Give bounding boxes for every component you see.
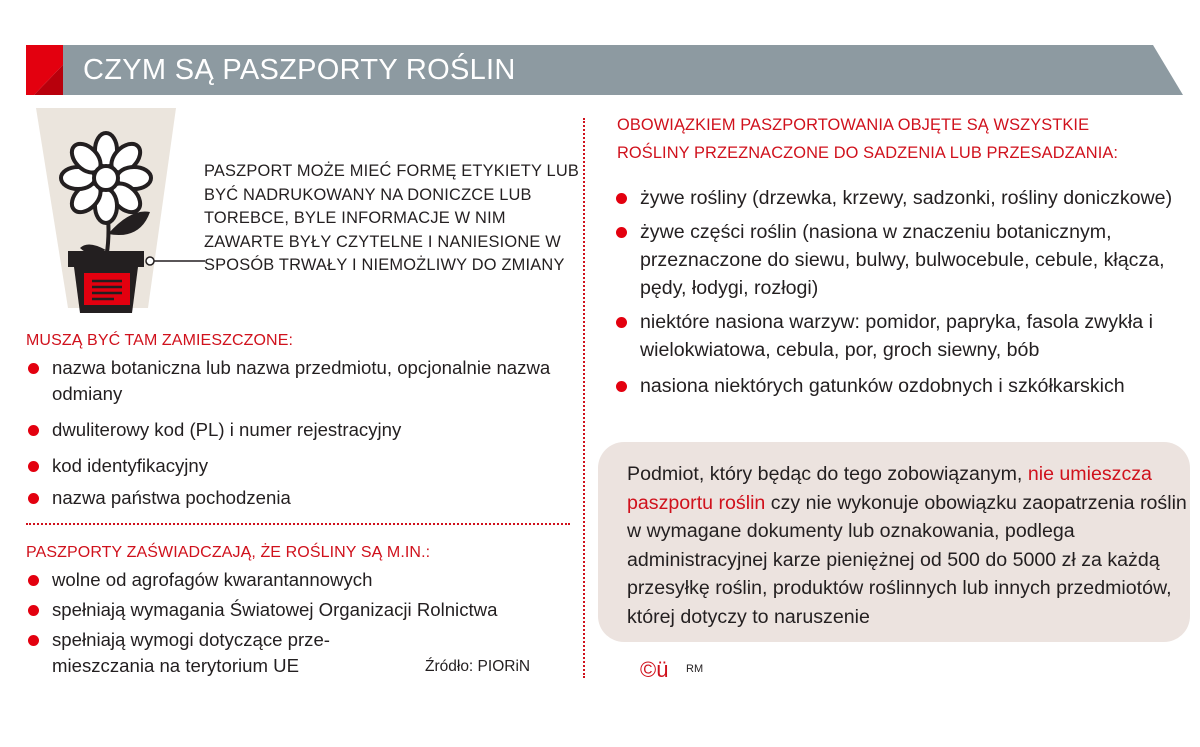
publisher-logo: ©ü (640, 657, 669, 682)
list-item: dwuliterowy kod (PL) i numer rejestracyjny (26, 417, 566, 443)
source-note: Źródło: PIORiN (425, 658, 531, 675)
label-pointer-line (143, 254, 205, 268)
certification-heading: PASZPORTY ZAŚWIADCZAJĄ, ŻE ROŚLINY SĄ M.IN.: (26, 544, 431, 561)
list-item: spełniają wymogi dotyczące prze- mieszczania na terytorium UE (26, 627, 392, 679)
list-item: kod identyfikacyjny (26, 453, 566, 479)
obligation-heading-line-2: ROŚLINY PRZEZNACZONE DO SADZENIA LUB PRZESADZANIA: (617, 144, 1119, 162)
required-info-list (26, 355, 566, 511)
list-item: żywe części roślin (nasiona w znaczeniu botanicznym, przeznaczone do siewu, bulwy, bulwocebule, cebule, kłącza, pędy, łodygi, rozłogi) (614, 218, 1174, 302)
penalty-highlight: nie umieszcza paszportu roślin (627, 463, 1152, 514)
list-item: nasiona niektórych gatunków ozdobnych i szkółkarskich (614, 372, 1174, 400)
author-initials: RM (686, 663, 704, 675)
passport-form-description: PASZPORT MOŻE MIEĆ FORMĘ ETYKIETY LUB BYĆ NADRUKOWANY NA DONICZCE LUB TOREBCE, BYLE INFORMACJE W NIM ZAWARTE BYŁY CZYTELNE I NANIESIONE W SPOSÓB TRWAŁY I NIEMOŻLIWY DO ZMIANY (204, 162, 580, 274)
list-item: żywe rośliny (drzewka, krzewy, sadzonki, rośliny doniczkowe) (614, 184, 1174, 212)
penalty-text-end: czy nie wykonuje obowiązku zaopatrzenia roślin w wymagane dokumenty lub oznakowania, podlega administracyjnej karze pieniężnej od 500 do 5000 zł za każdą przesyłkę roślin, produktów roślinnych lub innych przedmiotów, której dotyczy to naruszenie (627, 491, 1187, 628)
list-item: niektóre nasiona warzyw: pomidor, papryka, fasola zwykła i wielokwiatowa, cebula, por, groch siewny, bób (614, 308, 1174, 364)
penalty-text (627, 460, 1187, 631)
list-item: spełniają wymagania Światowej Organizacji Rolnictwa (26, 597, 566, 623)
page-title: CZYM SĄ PASZPORTY ROŚLIN (83, 54, 516, 86)
flower-pot-icon (36, 108, 216, 323)
obligation-heading (617, 111, 1118, 167)
section-divider (26, 523, 570, 525)
required-info-heading: MUSZĄ BYĆ TAM ZAMIESZCZONE: (26, 332, 294, 349)
penalty-text-start: Podmiot, który będąc do tego zobowiązanym, (627, 463, 1028, 485)
column-divider (583, 118, 585, 678)
list-item: wolne od agrofagów kwarantannowych (26, 567, 566, 593)
obligation-heading-line-1: OBOWIĄZKIEM PASZPORTOWANIA OBJĘTE SĄ WSZYSTKIE (617, 116, 1090, 134)
list-item: nazwa botaniczna lub nazwa przedmiotu, opcjonalnie nazwa odmiany (26, 355, 566, 407)
list-item: nazwa państwa pochodzenia (26, 485, 566, 511)
obligation-list (614, 184, 1174, 400)
